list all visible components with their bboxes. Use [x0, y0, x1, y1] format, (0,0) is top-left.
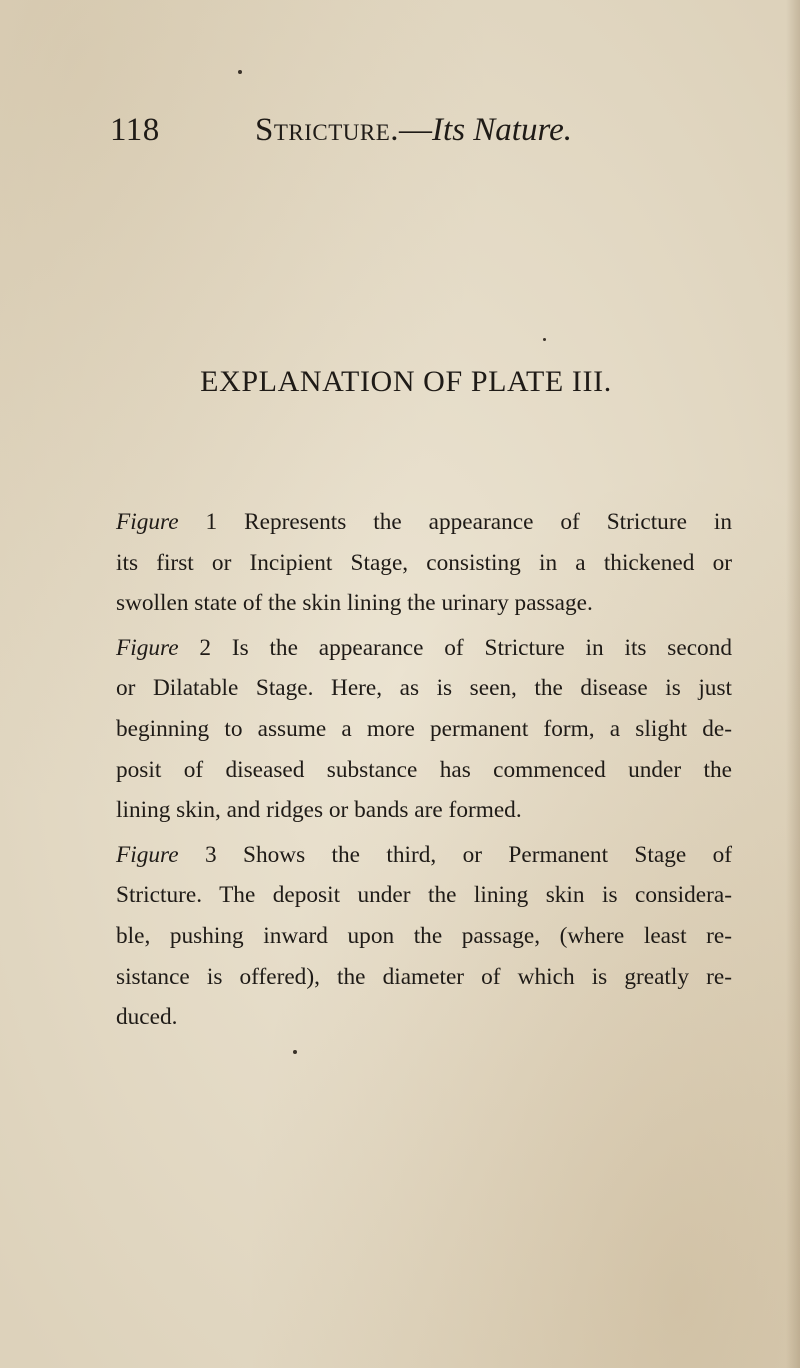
text-line: beginning to assume a more permanent form, a slight de- — [116, 715, 732, 742]
running-head — [255, 112, 572, 149]
ink-speck — [543, 338, 546, 341]
figure-label: Figure — [116, 634, 179, 661]
figure-label: Figure — [116, 509, 179, 535]
text-line: or Dilatable Stage. Here, as is seen, the disease is just — [116, 675, 732, 702]
running-head-title: Stricture. — [255, 112, 400, 148]
running-head-subtitle: Its Nature. — [432, 112, 572, 148]
page-edge-shadow — [786, 0, 800, 1368]
running-header — [110, 112, 720, 156]
text-line: posit of diseased substance has commenced under the — [116, 756, 732, 783]
paragraph-figure-1 — [76, 502, 732, 624]
ink-speck — [238, 70, 242, 74]
page-number: 118 — [110, 112, 160, 148]
text-line: its first or Incipient Stage, consisting in a thickened or — [116, 549, 732, 576]
text-line: Figure 2 Is the appearance of Stricture in its second — [116, 634, 732, 661]
text-line: ble, pushing inward upon the passage, (where least re- — [116, 922, 732, 949]
paragraph-figure-2 — [76, 628, 732, 831]
running-head-dash: — — [399, 112, 433, 148]
text-line: swollen state of the skin lining the urinary passage. — [116, 590, 593, 617]
text-line: Figure 1 Represents the appearance of Stricture in — [116, 509, 732, 535]
text-line: duced. — [116, 1004, 178, 1031]
plate-title: EXPLANATION OF PLATE III. — [200, 365, 612, 398]
text-line: Figure 3 Shows the third, or Permanent Stage of — [116, 841, 732, 868]
figure-label: Figure — [116, 841, 179, 868]
ink-speck — [293, 1050, 297, 1054]
text-line: lining skin, and ridges or bands are formed. — [116, 797, 522, 824]
paragraph-figure-3 — [76, 835, 732, 1038]
body-text — [76, 502, 732, 1038]
text-line: sistance is offered), the diameter of which is greatly re- — [116, 963, 732, 990]
text-line: Stricture. The deposit under the lining skin is considera- — [116, 882, 732, 909]
